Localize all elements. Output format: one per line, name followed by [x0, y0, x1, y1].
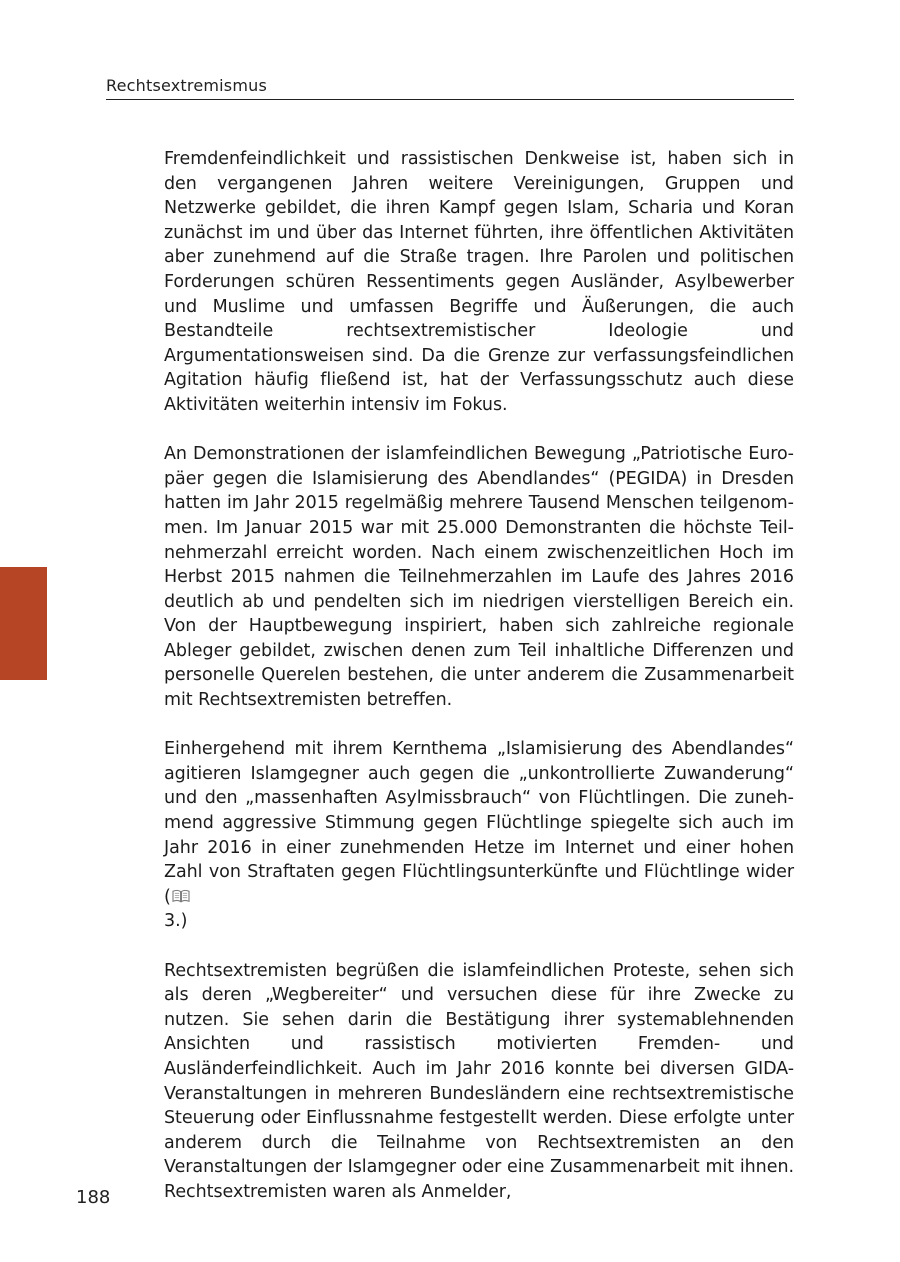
book-icon[interactable]	[172, 886, 190, 900]
paragraph-2: An Demonstrationen der islamfeindlichen Bewegung „Patriotische Europäer gegen die Islamisierung des Abendlandes“ (PEGIDA) in Dresden hatten im Jahr 2015 regelmäßig mehrere Tausend Menschen teilgenommen. Im Januar 2015 war mit 25.000 Demonstranten die höchste Teilnehmerzahl erreicht worden. Nach einem zwischenzeitlichen Hoch im Herbst 2015 nahmen die Teilnehmerzahlen im Laufe des Jahres 2016 deutlich ab und pendelten sich im niedrigen vierstelligen Bereich ein. Von der Hauptbewegung inspiriert, haben sich zahlreiche regionale Ableger gebildet, zwischen denen zum Teil inhaltliche Differenzen und personelle Querelen bestehen, die unter anderem die Zusammenarbeit mit Rechtsextremisten betreffen.	[164, 444, 794, 711]
chapter-side-tab	[0, 567, 47, 680]
paragraph-4: Rechtsextremisten begrüßen die islamfeindlichen Proteste, sehen sich als deren „Wegbereiter“ und versuchen diese für ihre Zwecke zu nutzen. Sie sehen darin die Bestätigung ihrer systemablehnenden Ansichten und rassistisch motivierten Fremden- und Ausländerfeindlichkeit. Auch im Jahr 2016 konnte bei diversen GIDA-Veranstaltungen in mehreren Bundesländern eine rechtsextremistische Steuerung oder Einflussnahme festgestellt werden. Diese erfolgte unter anderem durch die Teilnahme von Rechtsextremisten an den Veranstaltungen der Islamgegner oder eine Zusammenarbeit mit ihnen. Rechtsextremisten waren als Anmelder,	[164, 960, 794, 1202]
header-divider	[106, 99, 794, 100]
cross-reference-link[interactable]: 3.)	[164, 911, 188, 932]
running-header-title: Rechtsextremismus	[106, 76, 267, 95]
paragraph-1: Fremdenfeindlichkeit und rassistischen Denkweise ist, haben sich in den vergangenen Jahren weitere Vereinigungen, Gruppen und Netzwerke gebildet, die ihren Kampf gegen Islam, Scharia und Koran zunächst im und über das Internet führten, ihre öffentlichen Aktivitäten aber zunehmend auf die Straße tragen. Ihre Parolen und politischen Forderungen schüren Ressentiments gegen Ausländer, Asylbewerber und Muslime und umfassen Begriffe und Äußerungen, die auch Bestandteile rechtsextremistischer Ideologie und Argumentationsweisen sind. Da die Grenze zur verfassungsfeindlichen Agitation häufig fließend ist, hat der Verfassungsschutz auch diese Aktivitäten weiterhin intensiv im Fokus.	[164, 149, 794, 415]
paragraph-3	[164, 737, 794, 934]
page-number: 188	[76, 1187, 111, 1208]
paragraph-3-text: Einhergehend mit ihrem Kernthema „Islamisierung des Abendlandes“ agitieren Islamgegner auch gegen die „unkontrollierte Zuwanderung“ und den „massenhaften Asylmissbrauch“ von Flüchtlingen. Die zunehmend aggressive Stimmung gegen Flüchtlinge spiegelte sich auch im Jahr 2016 in einer zunehmenden Hetze im Internet und einer hohen Zahl von Straftaten gegen Flüchtlingsunterkünfte und Flüchtlinge wider (	[164, 739, 794, 907]
body-text	[164, 147, 794, 1229]
